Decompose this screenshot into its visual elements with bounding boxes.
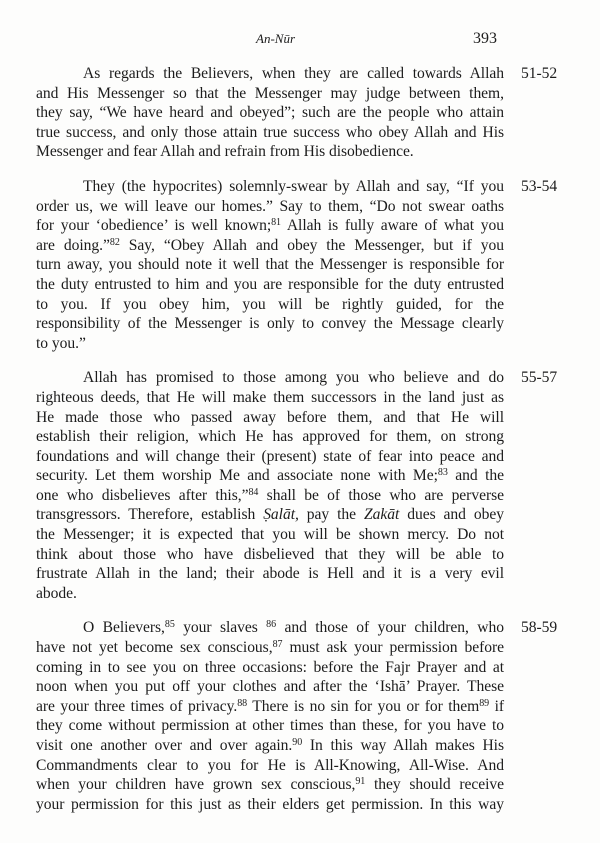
text-line: one who disbelieves after this,”$^{84}$ shall be of those who are perverse <box>36 486 504 504</box>
text-line: think about those who have disbelieved that they will be able to <box>36 545 504 563</box>
footnote-marker[interactable]: 81 <box>271 217 282 229</box>
paragraph-text <box>36 618 504 814</box>
text-line: O Believers,$^{85}$ your slaves $^{86}$ and those of your children, who <box>83 619 504 637</box>
text-line: Messenger and fear Allah and refrain from His disobedience. <box>36 143 414 161</box>
text-line: He made those who passed away before them, and that He will <box>36 408 504 426</box>
text-line: to you.” <box>36 334 86 352</box>
text-line: the Messenger; it is expected that you will be shown mercy. Do not <box>36 526 504 544</box>
paragraph-verses-58-59 <box>36 618 558 814</box>
text-line: Commandments clear to you for He is All-Knowing, All-Wise. And <box>36 756 504 774</box>
footnote-marker[interactable]: 86 <box>266 619 277 631</box>
paragraph-verses-53-54 <box>36 177 558 353</box>
paragraph-text <box>36 368 504 603</box>
text-line: they say, “We have heard and obeyed”; such are the people who attain <box>36 104 504 122</box>
verse-reference: 55-57 <box>521 369 558 387</box>
page-number: 393 <box>473 30 497 47</box>
text-line: are doing.”$^{82}$ Say, “Obey Allah and obey the Messenger, but if you <box>36 236 504 254</box>
text-line: establish their religion, which He has approved for them, on strong <box>36 428 504 446</box>
footnote-marker[interactable]: 87 <box>272 639 283 651</box>
transliterated-term: Zakāt <box>363 506 400 524</box>
body-text <box>36 64 596 829</box>
text-line: coming in to see you on three occasions: before the Fajr Prayer and at <box>36 658 504 676</box>
text-line: responsibility of the Messenger is only to convey the Message clearly <box>36 315 504 333</box>
text-line: transgressors. Therefore, establish Ṣalāt, pay the Zakāt dues and obey <box>36 506 504 524</box>
text-line: turn away, you should note it well that the Messenger is responsible for <box>36 256 504 274</box>
paragraph-text <box>36 64 504 162</box>
text-line: have not yet become sex conscious,$^{87}$ must ask your permission before <box>36 639 504 657</box>
surah-title: An-Nūr <box>256 31 295 46</box>
text-line: for your ‘obedience’ is well known;$^{81}$ Allah is fully aware of what you <box>36 217 504 235</box>
transliterated-term: Ṣalāt, <box>263 506 299 524</box>
text-line: are your three times of privacy.$^{88}$ There is no sin for you or for them$^{89}$ if <box>36 697 504 715</box>
text-line: and His Messenger so that the Messenger may judge between them, <box>36 84 504 102</box>
text-line: noon when you put off your clothes and after the ‘Ishā’ Prayer. These <box>36 678 504 696</box>
footnote-marker[interactable]: 83 <box>437 467 448 479</box>
text-line: frustrate Allah in the land; their abode is Hell and it is a very evil <box>36 565 504 583</box>
text-line: your permission for this just as their elders get permission. In this way <box>36 795 504 813</box>
footnote-marker[interactable]: 88 <box>237 697 248 709</box>
text-line: when your children have grown sex conscious,$^{91}$ they should receive <box>36 776 505 794</box>
footnote-marker[interactable]: 91 <box>355 776 366 788</box>
text-line: the duty entrusted to him and you are responsible for the duty entrusted <box>36 275 504 293</box>
verse-reference: 58-59 <box>521 619 558 637</box>
text-line: As regards the Believers, when they are called towards Allah <box>83 65 504 82</box>
text-line: true success, and only those attain true success who obey Allah and His <box>36 123 504 141</box>
paragraph-verses-55-57 <box>36 368 558 603</box>
text-line: foundations and will change their (present) state of fear into peace and <box>36 447 504 465</box>
text-line: Allah has promised to those among you who believe and do <box>83 369 504 387</box>
text-line: abode. <box>36 584 77 602</box>
text-line: They (the hypocrites) solemnly-swear by Allah and say, “If you <box>83 177 504 195</box>
verse-reference: 51-52 <box>521 65 558 82</box>
text-line: to you. If you obey him, you will be rightly guided, for the <box>36 295 504 313</box>
paragraph-verses-51-52 <box>36 64 558 162</box>
footnote-marker[interactable]: 89 <box>479 697 490 709</box>
text-line: they come without permission at other times than these, for you have to <box>36 717 504 735</box>
footnote-marker[interactable]: 90 <box>292 737 303 748</box>
paragraph-text <box>36 177 504 353</box>
footnote-marker[interactable]: 82 <box>109 236 120 248</box>
footnote-marker[interactable]: 84 <box>248 486 259 498</box>
footnote-marker[interactable]: 85 <box>164 619 175 631</box>
text-line: order us, we will leave our homes.” Say to them, “Do not swear oaths <box>36 197 504 215</box>
verse-reference: 53-54 <box>521 177 558 195</box>
text-line: righteous deeds, that He will make them successors in the land just as <box>36 388 504 406</box>
running-header <box>0 30 600 52</box>
text-line: visit one another over and over again.$^{90}$ In this way Allah makes His <box>36 737 504 754</box>
text-line: security. Let them worship Me and associate none with Me;$^{83}$ and the <box>36 467 504 485</box>
